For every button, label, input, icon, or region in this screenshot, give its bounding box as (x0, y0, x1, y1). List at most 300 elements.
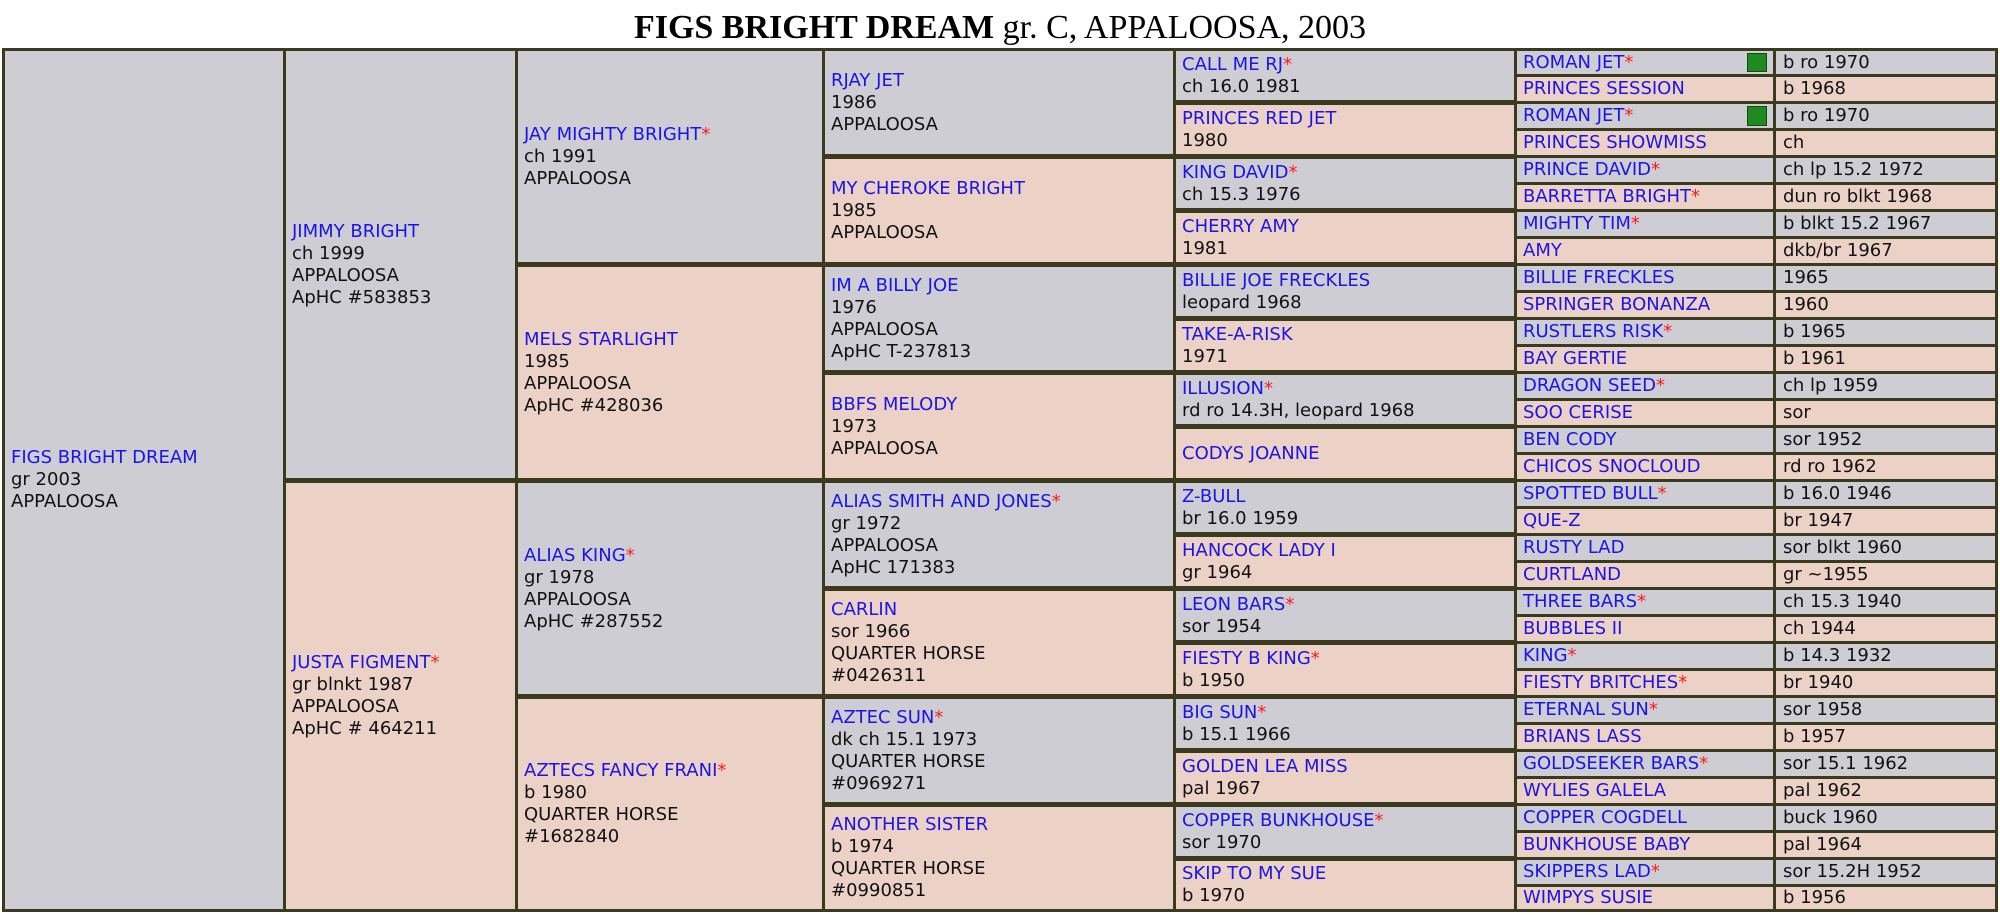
gen6-cell (1517, 671, 1773, 695)
gen6-cell (1517, 617, 1773, 641)
gen3-cell (518, 267, 822, 478)
horse-name-link[interactable]: WIMPYS SUSIE (1523, 887, 1653, 908)
horse-detail: #0969271 (831, 772, 927, 794)
horse-name-link[interactable]: GOLDEN LEA MISS (1182, 755, 1348, 777)
horse-detail: rd ro 1962 (1783, 456, 1877, 477)
gen6-cell (1517, 347, 1773, 371)
horse-name-link[interactable]: TAKE-A-RISK (1182, 323, 1293, 345)
horse-detail: b ro 1970 (1783, 51, 1870, 73)
gen6-cell (1517, 644, 1773, 668)
gen6-cell (1517, 509, 1773, 533)
gen5-cell (1176, 375, 1514, 424)
horse-info (1182, 108, 1510, 152)
gen6-info-cell (1776, 77, 1995, 101)
horse-detail: br 1947 (1783, 510, 1854, 531)
horse-info (1523, 429, 1769, 451)
horse-info (1182, 443, 1510, 465)
horse-detail: ch 15.3 1940 (1783, 591, 1902, 612)
horse-info (1182, 54, 1510, 98)
star-icon: * (1691, 186, 1701, 207)
horse-info (1523, 753, 1769, 775)
gen5-cell (1176, 105, 1514, 154)
star-icon: * (1650, 861, 1660, 882)
subject-horse-cell (5, 51, 283, 909)
horse-detail: sor 1954 (1182, 615, 1262, 637)
star-icon: * (1678, 672, 1688, 693)
star-icon: * (1285, 593, 1295, 615)
horse-detail: 1971 (1182, 345, 1228, 367)
title-details: gr. C, APPALOOSA, 2003 (994, 9, 1367, 46)
horse-detail: rd ro 14.3H, leopard 1968 (1182, 399, 1415, 421)
gen4-cell (825, 267, 1173, 370)
horse-info (1523, 78, 1769, 100)
gen6-info-cell (1776, 698, 1995, 722)
horse-detail: ApHC #287552 (524, 610, 664, 632)
horse-info (1523, 267, 1769, 289)
gen6-info-cell (1776, 374, 1995, 398)
horse-name-link[interactable]: SKIPPERS LAD (1523, 861, 1651, 882)
horse-detail: b 1980 (524, 782, 587, 803)
horse-info (524, 760, 818, 848)
horse-name-link[interactable]: MY CHEROKE BRIGHT (831, 177, 1025, 199)
horse-detail: sor 1966 (831, 620, 911, 642)
gen4-cell (825, 375, 1173, 478)
gen6-cell (1517, 887, 1773, 909)
horse-detail: APPALOOSA (831, 113, 938, 135)
gen6-cell (1517, 482, 1773, 506)
horse-name-link[interactable]: FIESTY B KING (1182, 647, 1311, 669)
horse-info (1182, 702, 1510, 746)
horse-detail: 1981 (1182, 237, 1228, 259)
horse-info (1182, 378, 1510, 422)
star-icon: * (1637, 591, 1647, 612)
horse-detail: leopard 1968 (1182, 291, 1302, 313)
gen6-cell (1517, 374, 1773, 398)
horse-name-link[interactable]: QUE-Z (1523, 510, 1581, 531)
horse-name-link[interactable]: BILLIE JOE FRECKLES (1182, 269, 1371, 291)
gen6-info-cell (1776, 860, 1995, 884)
horse-info (1523, 213, 1769, 235)
horse-name-link[interactable]: SKIP TO MY SUE (1182, 863, 1327, 884)
horse-detail: APPALOOSA (11, 491, 118, 512)
horse-detail: sor 1952 (1783, 429, 1863, 450)
horse-detail: QUARTER HORSE (831, 750, 986, 772)
gen5-cell (1176, 51, 1514, 100)
horse-detail: 1985 (524, 350, 570, 372)
horse-name-link[interactable]: ALIAS KING (524, 544, 626, 566)
horse-name-link[interactable]: KING (1523, 645, 1568, 666)
horse-detail: dun ro blkt 1968 (1783, 186, 1933, 207)
horse-info (1182, 648, 1510, 692)
horse-detail: QUARTER HORSE (831, 858, 986, 879)
gen6-cell (1517, 104, 1773, 128)
gen6-cell (1517, 239, 1773, 263)
gen4-cell (825, 159, 1173, 262)
horse-detail: gr 2003 (11, 469, 82, 490)
horse-name-link[interactable]: BBFS MELODY (831, 393, 958, 415)
horse-detail: b 1957 (1783, 726, 1846, 747)
horse-info (1523, 510, 1769, 532)
horse-name-link[interactable]: JIMMY BRIGHT (292, 220, 420, 242)
gen5-cell (1176, 753, 1514, 802)
horse-info (831, 70, 1169, 136)
horse-info (831, 707, 1169, 795)
gen6-cell (1517, 536, 1773, 560)
gen6-info-cell (1776, 887, 1995, 909)
horse-detail: 1960 (1783, 294, 1829, 315)
horse-name-link[interactable]: CARLIN (831, 598, 898, 620)
horse-info (831, 275, 1169, 363)
gen6-cell (1517, 158, 1773, 182)
star-icon: * (625, 544, 635, 566)
horse-name-link[interactable]: JUSTA FIGMENT (292, 652, 431, 673)
horse-info (1523, 807, 1769, 829)
gen6-info-cell (1776, 401, 1995, 425)
horse-name-link[interactable]: DRAGON SEED (1523, 375, 1656, 396)
horse-detail: pal 1962 (1783, 780, 1862, 801)
horse-detail: sor (1783, 402, 1811, 423)
horse-info (1523, 726, 1769, 748)
horse-info (1182, 594, 1510, 638)
gen6-info-cell (1776, 563, 1995, 587)
horse-name-link[interactable]: Z-BULL (1182, 485, 1246, 507)
horse-name-link[interactable]: ETERNAL SUN (1523, 699, 1649, 720)
gen6-cell (1517, 698, 1773, 722)
gen3-cell (518, 699, 822, 909)
horse-name-link[interactable]: BRIANS LASS (1523, 726, 1642, 747)
horse-info (1182, 162, 1510, 206)
horse-detail: sor blkt 1960 (1783, 537, 1902, 558)
horse-detail: b blkt 15.2 1967 (1783, 213, 1932, 234)
star-icon: * (1651, 159, 1660, 180)
gen6-cell (1517, 833, 1773, 857)
star-icon: * (1699, 753, 1709, 774)
horse-detail: dk ch 15.1 1973 (831, 728, 978, 750)
horse-detail: sor 15.1 1962 (1783, 753, 1909, 774)
horse-info (831, 491, 1169, 579)
gen6-info-cell (1776, 185, 1995, 209)
horse-detail: ch (1783, 132, 1805, 153)
horse-name-link[interactable]: SPOTTED BULL (1523, 483, 1658, 504)
gen5-cell (1176, 429, 1514, 478)
horse-info (1523, 294, 1769, 316)
horse-info (292, 652, 511, 740)
horse-info (1523, 456, 1769, 478)
horse-name-link[interactable]: ILLUSION (1182, 377, 1265, 399)
gen3-cell (518, 483, 822, 694)
horse-detail: 1980 (1182, 129, 1228, 151)
star-icon: * (1624, 51, 1634, 73)
star-icon: * (1310, 647, 1320, 669)
horse-name-link[interactable]: IM A BILLY JOE (831, 274, 959, 296)
gen5-cell (1176, 807, 1514, 856)
gen6-cell (1517, 51, 1773, 74)
horse-detail: b ro 1970 (1783, 105, 1870, 126)
gen6-cell (1517, 401, 1773, 425)
horse-info (1523, 834, 1769, 856)
page-title (0, 6, 2000, 50)
gen6-cell (1517, 725, 1773, 749)
horse-detail: ch 1944 (1783, 618, 1856, 639)
horse-detail: ch 1991 (524, 145, 597, 167)
horse-name-link[interactable]: BARRETTA BRIGHT (1523, 186, 1692, 207)
horse-name-link[interactable]: WYLIES GALELA (1523, 780, 1667, 801)
horse-name-link[interactable]: CURTLAND (1523, 564, 1622, 585)
gen6-info-cell (1776, 266, 1995, 290)
horse-detail: b 1961 (1783, 348, 1846, 369)
horse-name-link[interactable]: MIGHTY TIM (1523, 213, 1631, 234)
horse-detail: 1965 (1783, 267, 1829, 288)
horse-name-link[interactable]: COPPER COGDELL (1523, 807, 1688, 828)
star-icon: * (1630, 213, 1640, 234)
horse-detail: #0426311 (831, 664, 927, 686)
horse-info (1523, 321, 1769, 343)
horse-detail: 1985 (831, 199, 877, 221)
horse-name-link[interactable]: SPRINGER BONANZA (1523, 294, 1711, 315)
horse-name-link[interactable]: BUBBLES II (1523, 618, 1623, 639)
gen6-cell (1517, 320, 1773, 344)
horse-info (1523, 186, 1769, 208)
horse-name-link[interactable]: GOLDSEEKER BARS (1523, 753, 1700, 774)
gen5-cell (1176, 213, 1514, 262)
horse-info (11, 447, 279, 513)
gen6-info-cell (1776, 158, 1995, 182)
horse-detail: APPALOOSA (524, 167, 631, 189)
star-icon: * (1264, 377, 1274, 399)
horse-info (524, 329, 818, 417)
horse-name-link[interactable]: BUNKHOUSE BABY (1523, 834, 1691, 855)
horse-name-link[interactable]: PRINCES RED JET (1182, 107, 1337, 129)
horse-info (1523, 887, 1769, 909)
horse-name-link[interactable]: PRINCES SESSION (1523, 78, 1685, 99)
horse-detail: b 1968 (1783, 78, 1846, 99)
gen6-info-cell (1776, 590, 1995, 614)
horse-info (1182, 810, 1510, 854)
horse-info (1523, 348, 1769, 370)
horse-detail: ch 1999 (292, 242, 365, 264)
horse-name-link[interactable]: PRINCE DAVID (1523, 159, 1651, 180)
gen6-cell (1517, 185, 1773, 209)
star-icon: * (1567, 645, 1577, 666)
gen5-cell (1176, 321, 1514, 370)
gen6-cell (1517, 212, 1773, 236)
horse-name-link[interactable]: RJAY JET (831, 69, 904, 91)
horse-info (1182, 324, 1510, 368)
star-icon: * (1648, 699, 1658, 720)
horse-detail: b 1956 (1783, 887, 1846, 908)
horse-name-link[interactable]: KING DAVID (1182, 161, 1289, 183)
horse-name-link[interactable]: AZTEC SUN (831, 706, 935, 728)
horse-detail: b 16.0 1946 (1783, 483, 1892, 504)
gen5-cell (1176, 591, 1514, 640)
horse-info (1523, 132, 1769, 154)
horse-info (831, 814, 1169, 902)
gen6-info-cell (1776, 779, 1995, 803)
horse-name-link[interactable]: HANCOCK LADY I (1182, 539, 1336, 561)
gen6-cell (1517, 428, 1773, 452)
horse-name-link[interactable]: ANOTHER SISTER (831, 814, 989, 835)
horse-detail: ch 15.3 1976 (1182, 183, 1301, 205)
horse-name-link[interactable]: CALL ME RJ (1182, 53, 1284, 75)
horse-name-link[interactable]: THREE BARS (1523, 591, 1638, 612)
horse-name-link[interactable]: CHICOS SNOCLOUD (1523, 456, 1701, 477)
gen6-info-cell (1776, 833, 1995, 857)
gen5-cell (1176, 861, 1514, 909)
horse-detail: ApHC T-237813 (831, 340, 972, 362)
gen6-cell (1517, 563, 1773, 587)
horse-detail: gr blnkt 1987 (292, 674, 414, 695)
horse-detail: QUARTER HORSE (831, 642, 986, 664)
horse-detail: pal 1964 (1783, 834, 1862, 855)
star-icon: * (1663, 321, 1673, 342)
horse-name-link[interactable]: ROMAN JET (1523, 51, 1625, 73)
gen5-cell (1176, 159, 1514, 208)
gen5-cell (1176, 267, 1514, 316)
horse-name-link[interactable]: PRINCES SHOWMISS (1523, 132, 1707, 153)
star-icon: * (1051, 490, 1061, 512)
horse-info (1182, 216, 1510, 260)
gen6-cell (1517, 806, 1773, 830)
pedigree-chart (2, 48, 1998, 912)
gen6-info-cell (1776, 212, 1995, 236)
gen6-cell (1517, 455, 1773, 479)
horse-name-link[interactable]: BILLIE FRECKLES (1523, 267, 1675, 288)
gen2-cell (286, 51, 515, 478)
star-icon: * (717, 760, 727, 781)
horse-name-link[interactable]: FIESTY BRITCHES (1523, 672, 1679, 693)
horse-detail: gr 1964 (1182, 561, 1253, 583)
horse-name-link[interactable]: CODYS JOANNE (1182, 442, 1320, 464)
horse-info (1523, 240, 1769, 262)
horse-detail: 1986 (831, 91, 877, 113)
gen6-info-cell (1776, 644, 1995, 668)
horse-detail: ApHC # 464211 (292, 718, 438, 739)
horse-detail: gr ~1955 (1783, 564, 1869, 585)
horse-name-link[interactable]: CHERRY AMY (1182, 215, 1299, 237)
horse-detail: ApHC #583853 (292, 286, 432, 308)
horse-detail: gr 1972 (831, 512, 902, 534)
gen6-cell (1517, 131, 1773, 155)
gen5-cell (1176, 645, 1514, 694)
horse-detail: sor 15.2H 1952 (1783, 861, 1922, 882)
horse-detail: APPALOOSA (831, 437, 938, 459)
horse-info (1523, 402, 1769, 424)
horse-detail: sor 1970 (1182, 831, 1262, 853)
flag-icon[interactable] (1747, 106, 1767, 126)
horse-detail: APPALOOSA (292, 264, 399, 286)
horse-detail: ApHC 171383 (831, 556, 956, 578)
horse-name-link[interactable]: ALIAS SMITH AND JONES (831, 490, 1052, 512)
gen6-info-cell (1776, 536, 1995, 560)
horse-name-link[interactable]: BEN CODY (1523, 429, 1617, 450)
star-icon: * (934, 706, 944, 728)
gen4-cell (825, 483, 1173, 586)
horse-info (1523, 375, 1769, 397)
gen6-cell (1517, 77, 1773, 101)
horse-detail: #1682840 (524, 826, 620, 847)
horse-name-link[interactable]: JAY MIGHTY BRIGHT (524, 123, 702, 145)
gen6-info-cell (1776, 239, 1995, 263)
horse-info (1523, 645, 1769, 667)
horse-detail: ch lp 1959 (1783, 375, 1878, 396)
horse-name-link[interactable]: BIG SUN (1182, 701, 1258, 723)
gen4-cell (825, 807, 1173, 909)
horse-detail: APPALOOSA (292, 696, 399, 717)
star-icon: * (1288, 161, 1298, 183)
horse-info (524, 545, 818, 633)
gen6-info-cell (1776, 617, 1995, 641)
gen2-cell (286, 483, 515, 909)
horse-name-link[interactable]: COPPER BUNKHOUSE (1182, 809, 1375, 831)
horse-info (1182, 270, 1510, 314)
horse-detail: ch lp 15.2 1972 (1783, 159, 1924, 180)
horse-info (292, 221, 511, 309)
horse-detail: QUARTER HORSE (524, 804, 679, 825)
horse-name-link[interactable]: RUSTLERS RISK (1523, 321, 1664, 342)
horse-name-link[interactable]: RUSTY LAD (1523, 537, 1625, 558)
horse-detail: br 1940 (1783, 672, 1854, 693)
horse-detail: ch 16.0 1981 (1182, 75, 1301, 97)
horse-name-link[interactable]: FIGS BRIGHT DREAM (11, 447, 198, 468)
horse-name-link[interactable]: LEON BARS (1182, 593, 1286, 615)
gen5-cell (1176, 537, 1514, 586)
horse-name-link[interactable]: AMY (1523, 240, 1562, 261)
horse-info (1523, 52, 1769, 74)
horse-detail: ApHC #428036 (524, 394, 664, 416)
horse-info (1523, 672, 1769, 694)
horse-detail: APPALOOSA (831, 318, 938, 340)
horse-info (831, 178, 1169, 244)
horse-info (1523, 699, 1769, 721)
horse-name-link[interactable]: BAY GERTIE (1523, 348, 1628, 369)
horse-info (831, 394, 1169, 460)
gen6-info-cell (1776, 509, 1995, 533)
star-icon: * (1624, 105, 1634, 126)
gen6-info-cell (1776, 131, 1995, 155)
star-icon: * (430, 652, 440, 673)
star-icon: * (1374, 809, 1384, 831)
horse-detail: b 1965 (1783, 321, 1846, 342)
gen4-cell (825, 591, 1173, 694)
horse-detail: APPALOOSA (831, 534, 938, 556)
gen6-cell (1517, 293, 1773, 317)
gen3-cell (518, 51, 822, 262)
star-icon: * (1257, 701, 1267, 723)
gen6-cell (1517, 752, 1773, 776)
horse-detail: b 1974 (831, 836, 894, 857)
gen6-info-cell (1776, 806, 1995, 830)
horse-info (831, 599, 1169, 687)
flag-icon[interactable] (1747, 53, 1767, 72)
horse-detail: buck 1960 (1783, 807, 1878, 828)
horse-name-link[interactable]: MELS STARLIGHT (524, 328, 678, 350)
horse-detail: b 1950 (1182, 669, 1245, 691)
gen6-info-cell (1776, 752, 1995, 776)
horse-info (524, 124, 818, 190)
horse-info (1523, 159, 1769, 181)
horse-name-link[interactable]: AZTECS FANCY FRANI (524, 760, 718, 781)
horse-name-link[interactable]: SOO CERISE (1523, 402, 1634, 423)
horse-name-link[interactable]: ROMAN JET (1523, 105, 1625, 126)
horse-info (1182, 863, 1510, 907)
gen6-cell (1517, 860, 1773, 884)
horse-detail: br 16.0 1959 (1182, 507, 1299, 529)
gen6-cell (1517, 590, 1773, 614)
gen4-cell (825, 699, 1173, 802)
horse-info (1182, 540, 1510, 584)
horse-info (1523, 564, 1769, 586)
gen6-info-cell (1776, 293, 1995, 317)
